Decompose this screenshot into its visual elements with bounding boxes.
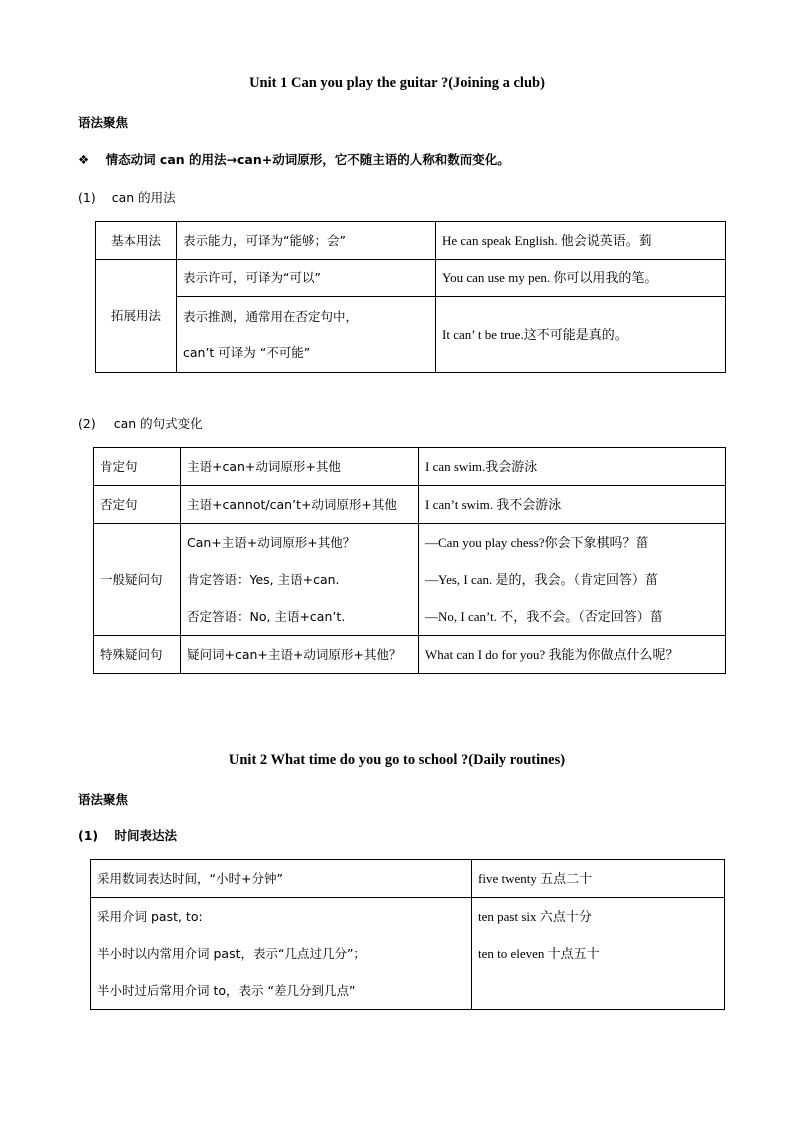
table-cell: 采用数词表达时间，“小时+分钟” <box>91 860 472 898</box>
unit1-sub2-heading <box>78 414 203 432</box>
unit2-title: Unit 2 What time do you go to school ?(Daily routines) <box>228 752 566 768</box>
table-row <box>91 898 725 1010</box>
unit1-title: Unit 1 Can you play the guitar ?(Joining a club) <box>249 75 545 91</box>
table-cell: 疑问词+can+主语+动词原形+其他？ <box>181 636 419 674</box>
table-row <box>94 524 726 636</box>
table-cell: 特殊疑问句 <box>94 636 181 674</box>
table-row <box>94 486 726 524</box>
table-cell <box>472 898 725 1010</box>
cell-line: Can+主语+动词原形+其他？ <box>187 535 356 550</box>
cell-line: can’t 可译为 “不可能” <box>183 344 311 360</box>
table-cell <box>181 524 419 636</box>
table-cell: 主语+cannot/can’t+动词原形+其他 <box>181 486 419 524</box>
cell-line: 否定答语：No, 主语+can’t. <box>187 609 346 624</box>
cell-line: 半小时以内常用介词 past，表示“几点过几分”； <box>97 946 366 961</box>
diamond-bullet-icon: ❖ <box>78 152 90 167</box>
table-cell: 否定句 <box>94 486 181 524</box>
table-cell: He can speak English. 他会说英语。菿 <box>436 222 726 260</box>
sub-label: 时间表达法 <box>114 828 177 843</box>
unit2-section-heading: 语法聚焦 <box>78 792 129 807</box>
table-cell: 表示许可，可译为“可以” <box>177 260 436 297</box>
table-cell: 基本用法 <box>96 222 177 260</box>
table-cell <box>91 898 472 1010</box>
sub-label: can 的用法 <box>111 190 176 205</box>
table-cell: You can use my pen. 你可以用我的笔。 <box>436 260 726 297</box>
table-cell: 肯定句 <box>94 448 181 486</box>
table-row <box>96 297 726 373</box>
cell-line: —Can you play chess?你会下象棋吗？菑 <box>425 535 649 550</box>
table-cell <box>419 524 726 636</box>
table-cell: What can I do for you? 我能为你做点什么呢？ <box>419 636 726 674</box>
time-expression-table <box>90 859 725 1010</box>
cell-line: ten to eleven 十点五十 <box>478 946 600 961</box>
can-usage-table <box>95 221 726 373</box>
table-cell: 拓展用法 <box>96 260 177 373</box>
unit1-section-heading: 语法聚焦 <box>78 115 129 130</box>
sub-number: (2) <box>78 416 96 431</box>
table-row <box>94 636 726 674</box>
table-cell <box>177 297 436 373</box>
table-cell: 一般疑问句 <box>94 524 181 636</box>
sub-number: (1) <box>78 828 99 843</box>
table-cell: five twenty 五点二十 <box>472 860 725 898</box>
table-cell: I can swim.我会游泳 <box>419 448 726 486</box>
sub-number: (1) <box>78 190 96 205</box>
unit1-bullet-text: 情态动词 can 的用法→can+动词原形，它不随主语的人称和数而变化。 <box>105 152 510 167</box>
can-sentence-table <box>93 447 726 674</box>
cell-line: —Yes, I can. 是的，我会。（肯定回答）菑 <box>425 572 659 587</box>
table-row <box>96 222 726 260</box>
cell-line: 表示推测，通常用在否定句中， <box>183 308 359 324</box>
table-cell: 表示能力，可译为“能够；会” <box>177 222 436 260</box>
cell-line: 采用介词 past, to: <box>97 909 203 924</box>
unit2-sub1-heading <box>78 826 177 844</box>
cell-line: ten past six 六点十分 <box>478 909 592 924</box>
table-cell: I can’t swim. 我不会游泳 <box>419 486 726 524</box>
table-row <box>94 448 726 486</box>
unit1-bullet <box>78 150 510 168</box>
unit1-sub1-heading <box>78 188 176 206</box>
table-row <box>96 260 726 297</box>
table-cell: It can’ t be true.这不可能是真的。 <box>436 297 726 373</box>
cell-line: —No, I can’t. 不，我不会。（否定回答）菑 <box>425 609 663 624</box>
table-cell: 主语+can+动词原形+其他 <box>181 448 419 486</box>
cell-line: 半小时过后常用介词 to，表示 “差几分到几点” <box>97 983 356 998</box>
sub-label: can 的句式变化 <box>113 416 203 431</box>
cell-line: 肯定答语：Yes, 主语+can. <box>187 572 340 587</box>
table-row <box>91 860 725 898</box>
